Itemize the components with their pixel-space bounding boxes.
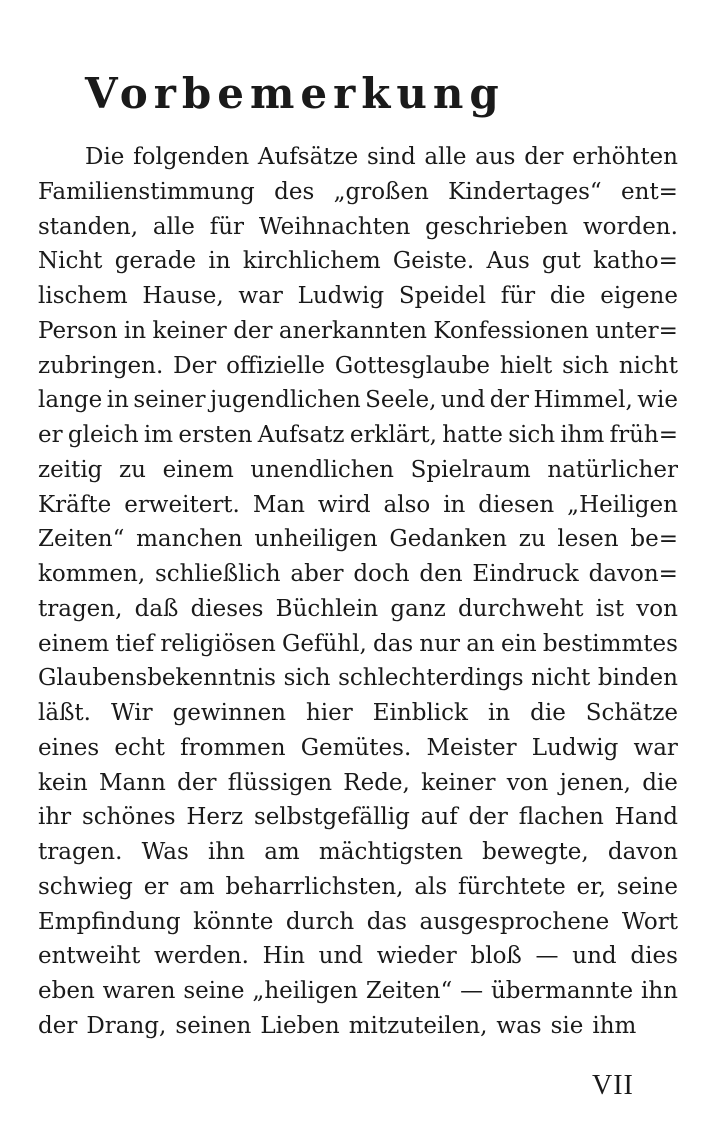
text-line (38, 383, 678, 418)
page-title: Vorbemerkung (85, 69, 505, 118)
text-line (38, 140, 678, 175)
word: gut (542, 248, 581, 275)
word: wieder (376, 943, 457, 970)
word: den (419, 561, 463, 587)
word: mächtigsten (318, 839, 463, 865)
word: Herz (186, 804, 244, 831)
word: tragen, (38, 595, 123, 622)
text-line (38, 279, 678, 314)
word: doch (353, 561, 410, 587)
word: kein (38, 769, 88, 796)
word: eigene (600, 283, 678, 309)
word: wird (317, 491, 371, 518)
word: Wir (110, 700, 153, 726)
word: Der (173, 352, 217, 379)
word: waren (102, 978, 176, 1004)
word: davon (607, 839, 678, 865)
word: Eindruck (472, 561, 579, 587)
word: von (506, 769, 549, 796)
word: tragen. (38, 839, 123, 865)
word: Hause, (142, 283, 224, 309)
text-line (38, 210, 678, 245)
word: beharrlichsten, (225, 873, 404, 900)
word: lange (38, 387, 103, 414)
word: „großen (333, 178, 429, 205)
word: Mann (98, 769, 166, 796)
word: sie (550, 1012, 584, 1039)
word: Geiste. (392, 248, 475, 275)
word: für (209, 213, 245, 240)
word: Gefühl, (281, 630, 367, 657)
word: am (179, 873, 215, 900)
word: erhöhten (572, 144, 678, 170)
word: standen, (38, 213, 139, 240)
word: Ludwig (297, 283, 385, 309)
word: ganz (390, 595, 446, 622)
word: läßt. (38, 700, 91, 726)
word: diesen (478, 491, 555, 518)
text-line (38, 835, 678, 870)
word: worden. (582, 213, 678, 240)
text-line (38, 905, 678, 940)
word: zu (119, 456, 146, 483)
word: Einblick (372, 700, 468, 726)
word: keiner (421, 769, 496, 796)
word: Aufsätze (257, 144, 359, 170)
word: seine (183, 978, 245, 1004)
word: der (233, 317, 273, 344)
word: seine (616, 873, 678, 900)
word: die (530, 700, 566, 726)
text-line (38, 800, 678, 835)
word: hielt (499, 352, 553, 379)
word: der (524, 144, 564, 170)
text-line (38, 974, 678, 1009)
word: seiner (133, 387, 206, 414)
word: Kindertages“ (448, 178, 602, 205)
word: schließlich (154, 561, 281, 587)
word: davon= (588, 561, 678, 587)
text-line (38, 1009, 678, 1044)
word: gleich (67, 422, 139, 448)
word: in (123, 317, 147, 344)
word: war (238, 283, 283, 309)
word: Empfindung (38, 908, 181, 935)
word: zubringen. (38, 352, 164, 379)
text-line (38, 661, 678, 696)
word: erweitert. (124, 491, 240, 518)
word: lesen (557, 526, 619, 553)
word: „heiligen (252, 978, 358, 1004)
word: offizielle (226, 352, 326, 379)
word: also (383, 491, 431, 518)
text-line (38, 696, 678, 731)
word: aber (290, 561, 344, 587)
word: der (38, 1012, 78, 1039)
word: einem (38, 630, 110, 657)
word: ent= (621, 178, 678, 205)
word: ihm (592, 1012, 637, 1039)
word: früh= (609, 422, 678, 448)
word: Gedanken (389, 526, 507, 553)
word: an (466, 630, 495, 657)
word: ihn (208, 839, 245, 865)
word: bloß (470, 943, 522, 970)
word: schwieg (38, 873, 133, 900)
word: tief (115, 630, 155, 657)
word: in (208, 248, 231, 275)
word: alle (152, 213, 195, 240)
word: eben (38, 978, 95, 1004)
word: ihm (560, 422, 605, 448)
text-line (38, 522, 678, 557)
word: Gemütes. (300, 734, 412, 761)
word: zu (518, 526, 546, 553)
word: wie (637, 387, 678, 414)
word: zeitig (38, 456, 103, 483)
word: flachen (518, 804, 604, 831)
word: jenen, (559, 769, 631, 796)
word: nicht (531, 665, 591, 692)
word: — (535, 943, 559, 970)
word: Schätze (585, 700, 678, 726)
word: das (366, 908, 407, 935)
word: ausgesprochene (419, 908, 610, 935)
word: der (489, 387, 530, 414)
word: Ludwig (531, 734, 619, 761)
word: Aufsatz (257, 422, 345, 448)
word: ist (595, 595, 625, 622)
word: Nicht (38, 248, 103, 275)
word: fürchtete (458, 873, 566, 900)
word: dieses (190, 595, 264, 622)
word: am (264, 839, 300, 865)
word: von (636, 595, 678, 622)
word: der (468, 804, 508, 831)
word: entweiht (38, 943, 141, 970)
word: und (440, 387, 486, 414)
text-line (38, 870, 678, 905)
word: er (143, 873, 169, 900)
word: — (460, 978, 484, 1004)
word: Seele, (365, 387, 437, 414)
word: aus (475, 144, 516, 170)
word: ersten (178, 422, 253, 448)
word: in (487, 700, 511, 726)
word: Man (252, 491, 305, 518)
word: mitzuteilen, (348, 1012, 488, 1039)
word: flüssigen (227, 769, 333, 796)
word: Aus (486, 248, 530, 275)
text-line (38, 939, 678, 974)
word: jugendlichen (210, 387, 361, 414)
word: Person (38, 317, 118, 344)
word: Glaubensbekenntnis (38, 665, 276, 692)
body-text (38, 140, 678, 1044)
text-line (38, 731, 678, 766)
word: gewinnen (172, 700, 286, 726)
word: selbstgefällig (253, 804, 410, 831)
word: schlechterdings (338, 665, 524, 692)
word: keiner (152, 317, 227, 344)
word: Zeiten“ (365, 978, 453, 1004)
word: als (414, 873, 448, 900)
word: frommen (180, 734, 286, 761)
word: Himmel, (533, 387, 633, 414)
word: Was (141, 839, 189, 865)
word: lischem (38, 283, 128, 309)
word: in (443, 491, 466, 518)
word: Die (85, 144, 125, 170)
word: Familienstimmung (38, 178, 255, 205)
word: folgenden (133, 144, 250, 170)
word: übermannte (490, 978, 634, 1004)
word: nicht (618, 352, 678, 379)
word: die (642, 769, 678, 796)
word: unendlichen (250, 456, 394, 483)
word: natürlicher (547, 456, 678, 483)
text-line (38, 418, 678, 453)
word: auf (420, 804, 458, 831)
word: einem (162, 456, 234, 483)
text-line (38, 244, 678, 279)
word: bewegte, (482, 839, 589, 865)
text-line (38, 557, 678, 592)
word: schönes (81, 804, 176, 831)
word: ihn (641, 978, 678, 1004)
word: Drang, (86, 1012, 167, 1039)
word: nur (419, 630, 461, 657)
word: und (572, 943, 617, 970)
word: hier (305, 700, 353, 726)
word: Lieben (260, 1012, 340, 1039)
word: war (633, 734, 678, 761)
word: dies (630, 943, 678, 970)
word: religiösen (160, 630, 276, 657)
word: alle (424, 144, 467, 170)
word: und (318, 943, 363, 970)
word: in (106, 387, 129, 414)
word: Büchlein (275, 595, 379, 622)
word: Meister (426, 734, 517, 761)
word: die (549, 283, 586, 309)
word: Zeiten“ (38, 526, 125, 553)
word: für (500, 283, 536, 309)
text-line (38, 627, 678, 662)
word: Kräfte (38, 491, 112, 518)
word: hatte (442, 422, 503, 448)
word: seinen (175, 1012, 252, 1039)
text-line (38, 488, 678, 523)
word: Weihnachten (258, 213, 411, 240)
word: des (274, 178, 315, 205)
word: sich (562, 352, 609, 379)
word: Spielraum (410, 456, 531, 483)
word: ein (500, 630, 537, 657)
word: daß (134, 595, 179, 622)
word: Rede, (343, 769, 410, 796)
word: Gottesglaube (334, 352, 490, 379)
word: durchweht (457, 595, 584, 622)
page-number: VII (592, 1070, 634, 1101)
word: sich (508, 422, 556, 448)
word: Hand (614, 804, 678, 831)
word: durch (285, 908, 355, 935)
word: katho= (593, 248, 678, 275)
text-line (38, 453, 678, 488)
word: kommen, (38, 561, 146, 587)
word: bestimmtes (542, 630, 678, 657)
word: er, (576, 873, 606, 900)
word: unter= (595, 317, 678, 344)
word: das (372, 630, 414, 657)
word: geschrieben (425, 213, 569, 240)
word: werden. (154, 943, 249, 970)
text-line (38, 592, 678, 627)
word: Hin (262, 943, 305, 970)
word: Konfessionen (433, 317, 589, 344)
text-line (38, 766, 678, 801)
word: im (143, 422, 174, 448)
word: sind (366, 144, 416, 170)
word: erklärt, (349, 422, 437, 448)
word: er (38, 422, 63, 448)
word: binden (597, 665, 678, 692)
word: sich (283, 665, 331, 692)
text-line (38, 314, 678, 349)
word: was (496, 1012, 542, 1039)
word: der (177, 769, 217, 796)
word: anerkannten (278, 317, 427, 344)
word: ihr (38, 804, 72, 831)
word: „Heiligen (567, 491, 678, 518)
word: eines (38, 734, 100, 761)
word: be= (630, 526, 678, 553)
word: Speidel (398, 283, 487, 309)
word: manchen (136, 526, 243, 553)
word: gerade (114, 248, 197, 275)
word: Wort (621, 908, 678, 935)
text-line (38, 349, 678, 384)
word: könnte (193, 908, 274, 935)
text-line (38, 175, 678, 210)
word: unheiligen (254, 526, 378, 553)
word: kirchlichem (242, 248, 381, 275)
word: echt (114, 734, 165, 761)
